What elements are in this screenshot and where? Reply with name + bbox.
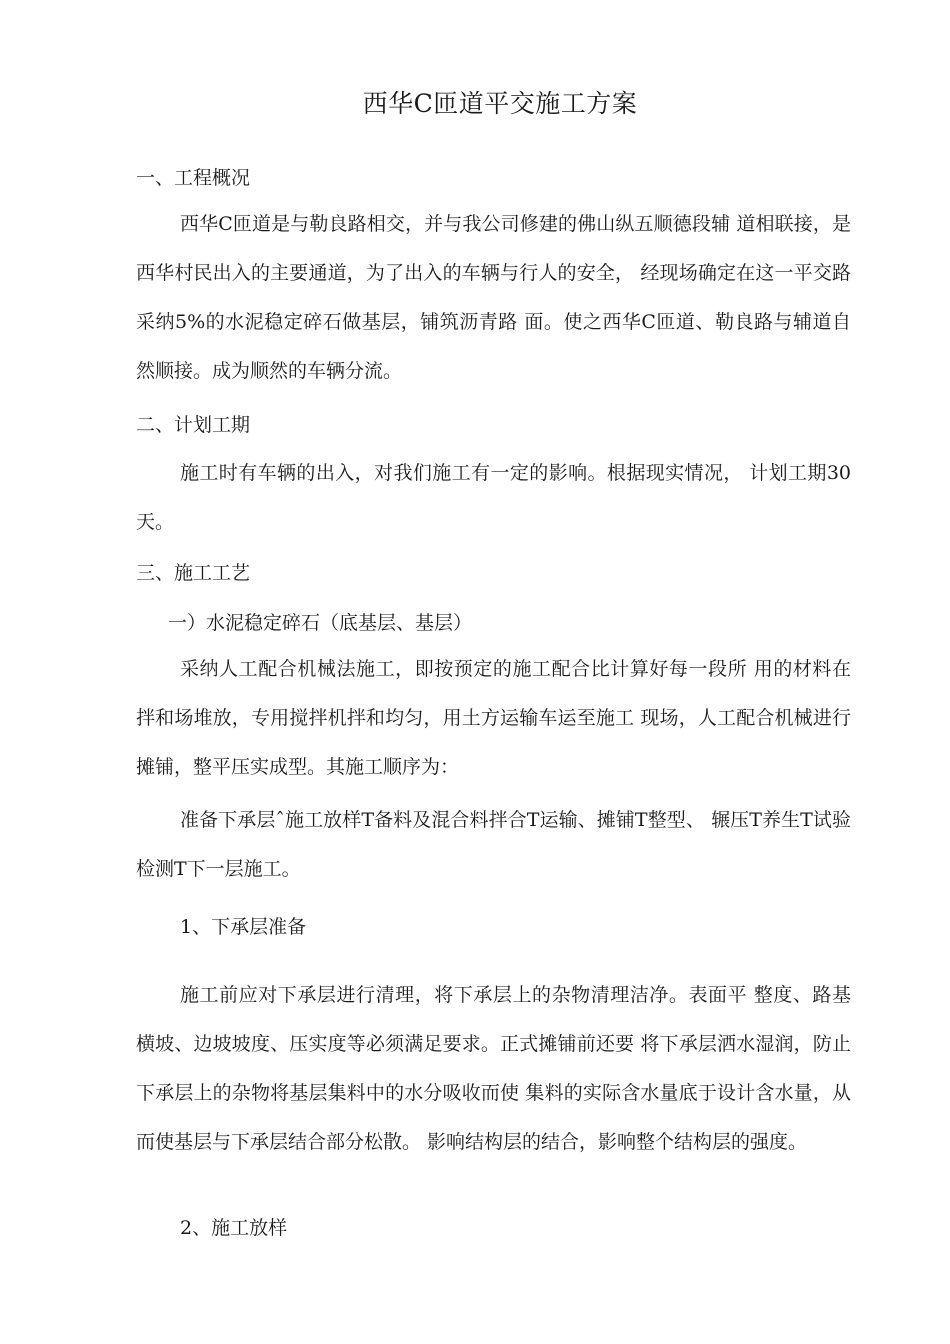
- paragraph-schedule: 施工时有车辆的出入，对我们施工有一定的影响。根据现实情况， 计划工期30天。: [136, 462, 851, 533]
- section-heading-process: 三、施工工艺: [136, 562, 251, 584]
- section-heading-overview: 一、工程概况: [136, 167, 251, 189]
- paragraph-overview: 西华C匝道是与勒良路相交，并与我公司修建的佛山纵五顺德段辅 道相联接，是西华村民出入的主要通道，为了出入的车辆与行人的安全， 经现场确定在这一平交路采纳5%的水泥稳定碎石做基层，铺筑沥青路 面。使之西华C匝道、勒良路与辅道自然顺接。成为顺然的车辆分流。: [136, 213, 851, 382]
- item-heading-setting-out: 2、施工放样: [180, 1217, 288, 1239]
- paragraph-substrate-prep: 施工前应对下承层进行清理，将下承层上的杂物清理洁净。表面平 整度、路基横坡、边坡坡度、压实度等必须满足要求。正式摊铺前还要 将下承层洒水湿润，防止下承层上的杂物将基层集料中的水分吸收而使 集料的实际含水量底于设计含水量，从而使基层与下承层结合部分松散。 影响结构层的结合，影响整个结构层的强度。: [136, 984, 851, 1153]
- document-title: 西华C匝道平交施工方案: [362, 89, 638, 118]
- item-heading-substrate-prep: 1、下承层准备: [180, 916, 307, 938]
- subsection-heading-cement-gravel: 一）水泥稳定碎石（底基层、基层）: [168, 612, 473, 634]
- paragraph-construction-method: 采纳人工配合机械法施工，即按预定的施工配合比计算好每一段所 用的材料在拌和场堆放，专用搅拌机拌和均匀，用土方运输车运至施工 现场，人工配合机械进行摊铺，整平压实成型。其施工顺序为：: [136, 658, 851, 778]
- paragraph-construction-sequence: 准备下承层ˆ施工放样T备料及混合料拌合T运输、摊铺T整型、 辗压T养生T试验检测T下一层施工。: [136, 809, 851, 880]
- section-heading-schedule: 二、计划工期: [136, 414, 251, 436]
